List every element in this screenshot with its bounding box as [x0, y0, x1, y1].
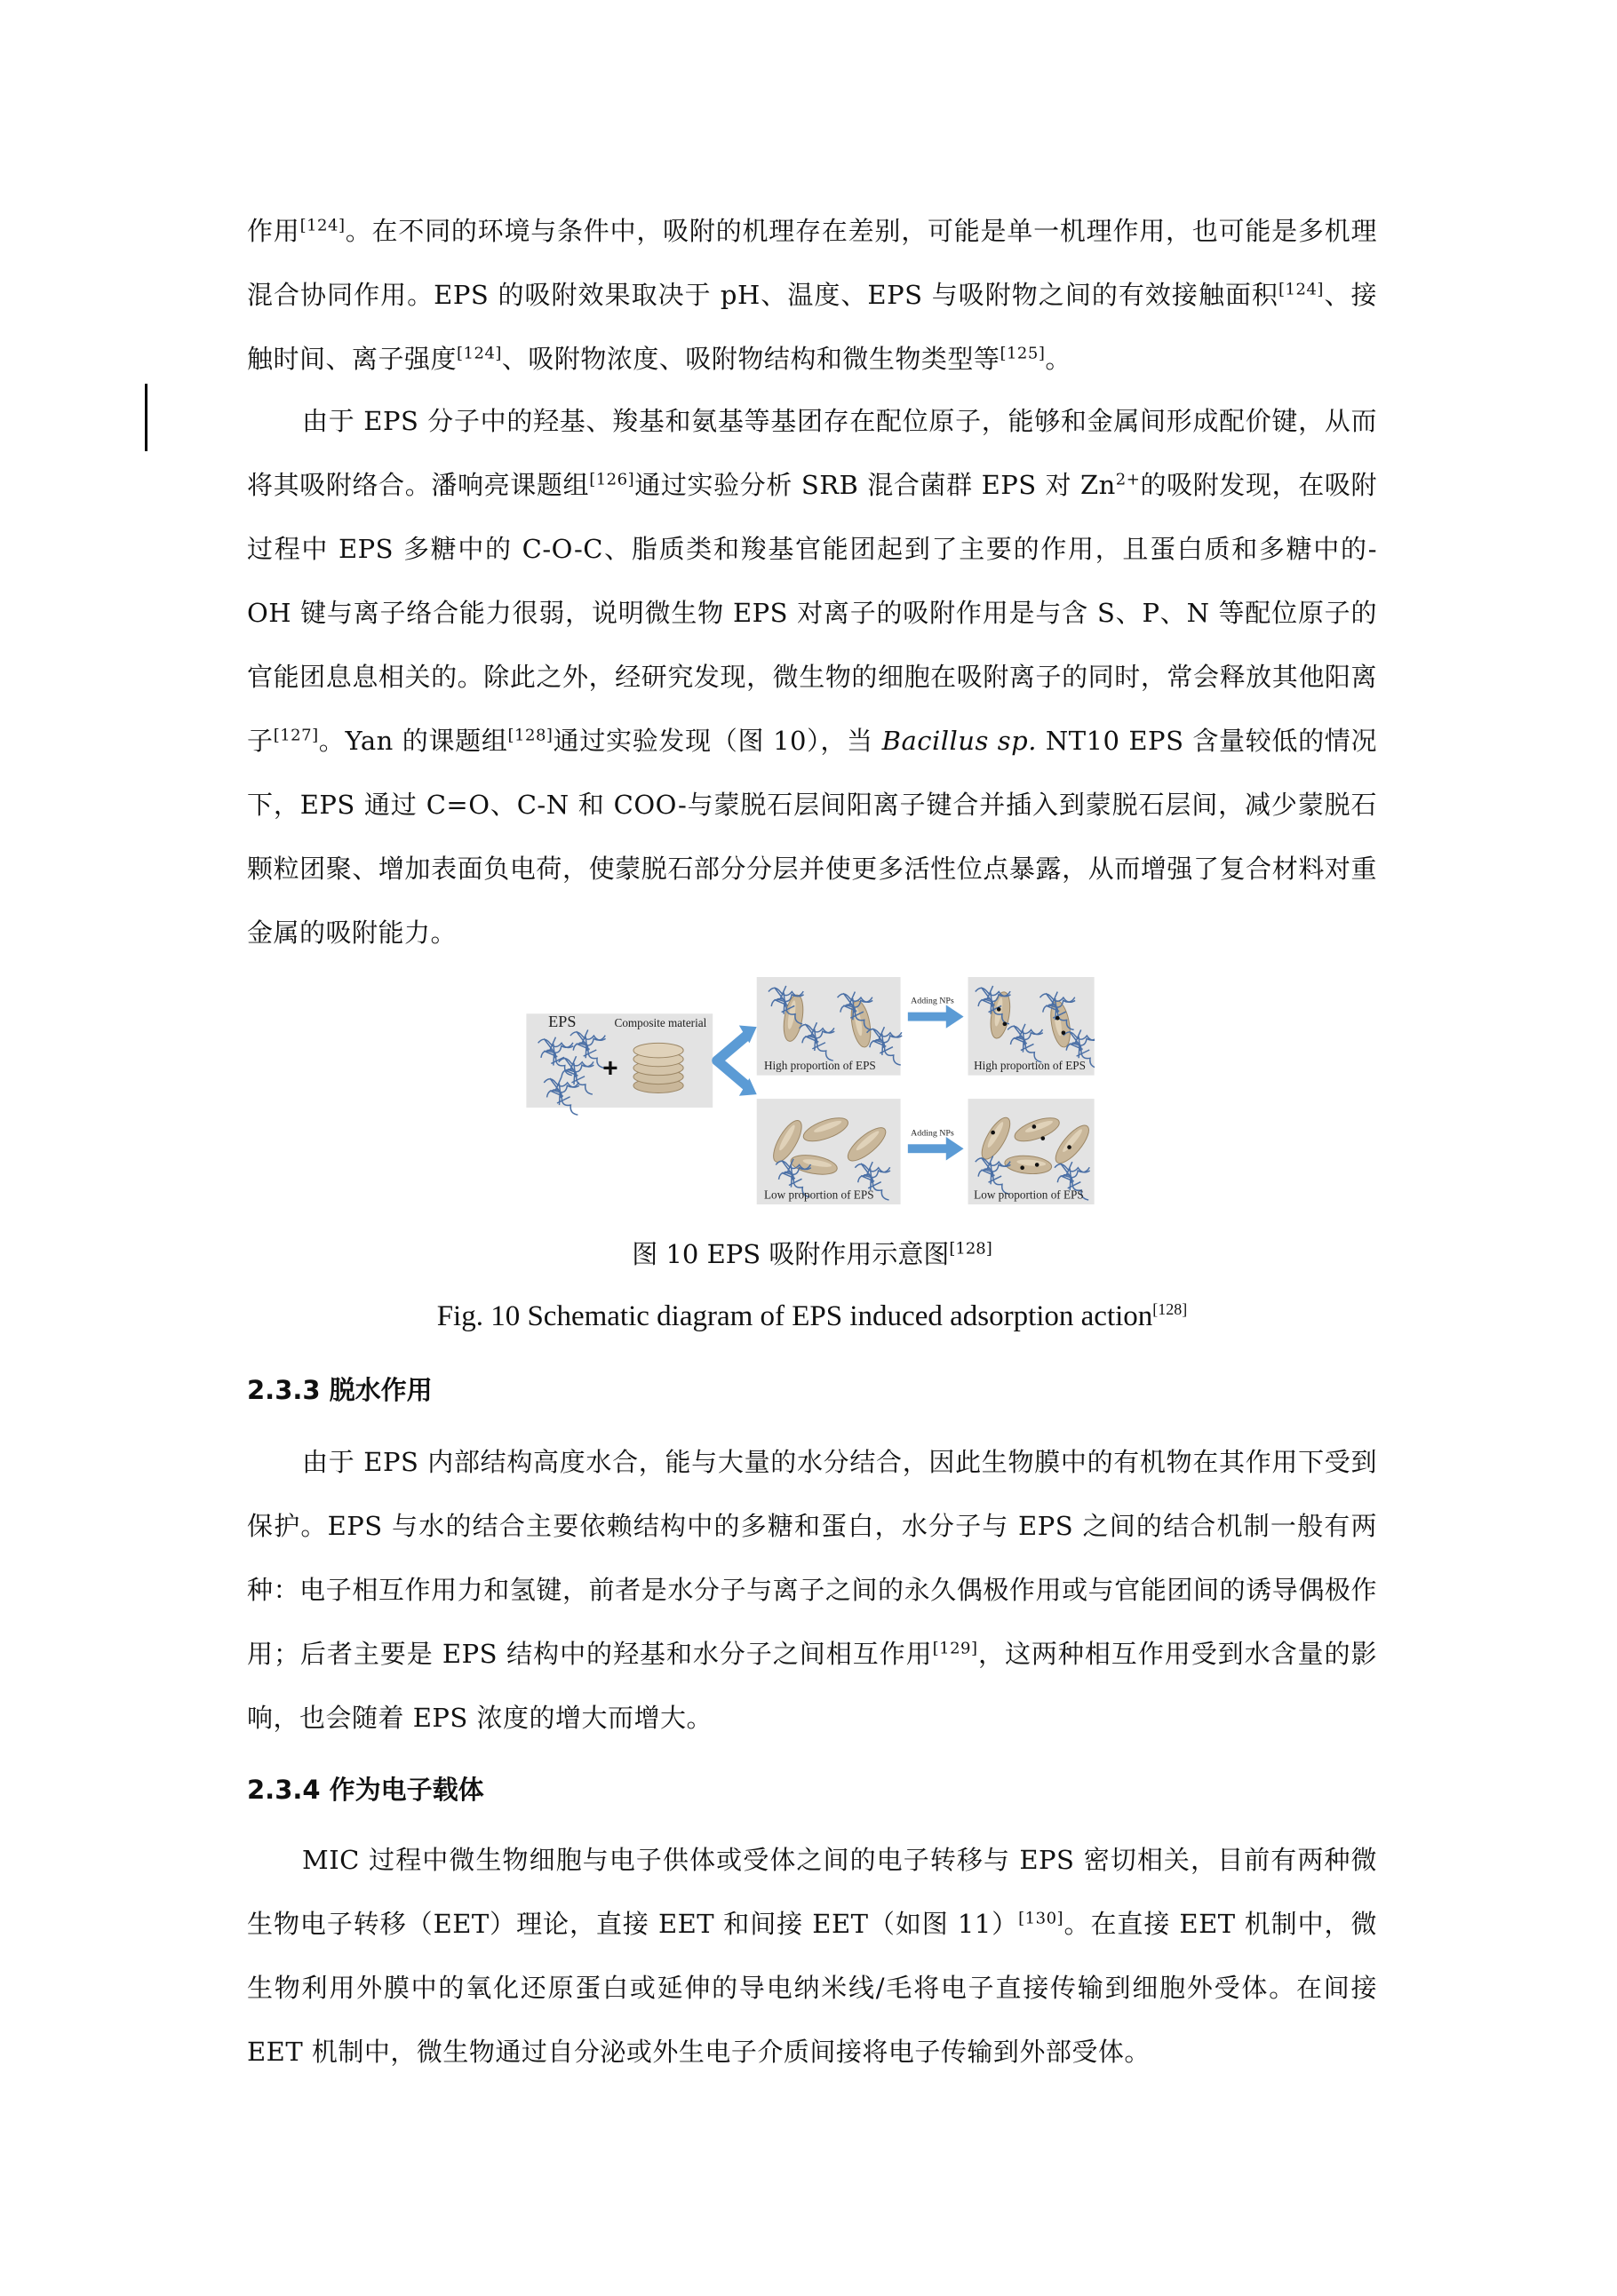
paragraph-2-3-3: 由于 EPS 内部结构高度水合，能与大量的水分结合，因此生物膜中的有机物在其作用下受到保护。EPS 与水的结合主要依赖结构中的多糖和蛋白，水分子与 EPS 之间的结合机制一般有两种：电子相互作用力和氢键，前者是水分子与离子之间的永久偶极作用或与官能团间的诱导偶极作用；后者主要是 EPS 结构中的羟基和水分子之间相互作用[129]，这两种相互作用受到水含量的影响，也会随着 EPS 浓度的增大而增大。 [247, 1447, 1377, 1733]
plus-sign: + [602, 1053, 618, 1084]
figure-caption-en: Fig. 10 Schematic diagram of EPS induced adsorption action[128] [436, 1300, 1188, 1332]
panel-initial [526, 1013, 713, 1118]
composite-label: Composite material [614, 1016, 707, 1030]
svg-text:Adding NPs: Adding NPs [911, 996, 954, 1006]
paragraph-2: 由于 EPS 分子中的羟基、羧基和氨基等基团存在配位原子，能够和金属间形成配价键，从而将其吸附络合。潘响亮课题组[126]通过实验分析 SRB 混合菌群 EPS 对 $Zn^{2+}$的吸附发现，在吸附过程中 EPS 多糖中的 C-O-C、脂质类和羧基官能团起到了主要的作用，且蛋白质和多糖中的-OH 键与离子络合能力很弱，说明微生物 EPS 对离子的吸附作用是与含 S、P、N 等配位原子的官能团息息相关的。除此之外，经研究发现，微生物的细胞在吸附离子的同时，常会释放其他阳离子[127]。Yan 的课题组[128]通过实验发现（图 10），当 Bacillus sp. NT10 EPS 含量较低的情况下，EPS 通过 C=O、C-N 和 COO-与蒙脱石层间阳离子键合并插入到蒙脱石层间，减少蒙脱石颗粒团聚、增加表面负电荷，使蒙脱石部分分层并使更多活性位点暴露，从而增强了复合材料对重金属的吸附能力。 [247, 406, 1377, 948]
citation[interactable]: [129] [932, 1639, 978, 1658]
paragraph-1: 作用[124]。在不同的环境与条件中，吸附的机理存在差别，可能是单一机理作用，也可能是多机理混合协同作用。EPS 的吸附效果取决于 pH、温度、EPS 与吸附物之间的有效接触面积[124]、接触时间、离子强度[124]、吸附物浓度、吸附物结构和微生物类型等[125]。 [247, 216, 1377, 374]
low-after-label: Low proportion of EPS [974, 1188, 1084, 1202]
citation[interactable]: [125] [1000, 344, 1046, 363]
citation[interactable]: [128] [949, 1239, 992, 1259]
citation[interactable]: [124] [1278, 280, 1324, 299]
panel-low-before [757, 1099, 901, 1204]
paragraph-2-3-4: MIC 过程中微生物细胞与电子供体或受体之间的电子转移与 EPS 密切相关，目前有两种微生物电子转移（EET）理论，直接 EET 和间接 EET（如图 11）[130]。在直接 EET 机制中，微生物利用外膜中的氧化还原蛋白或延伸的导电纳米线/毛将电子直接传输到细胞外受体。在间接 EET 机制中，微生物通过自分泌或外生电子介质间接将电子传输到外部受体。 [247, 1845, 1377, 2067]
citation[interactable]: [130] [1018, 1909, 1064, 1928]
species-name: Bacillus sp. [881, 726, 1037, 756]
high-after-label: High proportion of EPS [974, 1059, 1086, 1073]
low-before-label: Low proportion of EPS [763, 1188, 874, 1202]
adding-arrow-top-icon [908, 997, 964, 1029]
panel-high-before [757, 977, 906, 1076]
ion-charge: 2+ [1115, 470, 1141, 489]
adding-arrow-bottom-icon [908, 1128, 964, 1160]
citation[interactable]: [124] [299, 216, 346, 235]
citation[interactable]: [124] [457, 344, 502, 363]
section-heading-2-3-4: 2.3.4 作为电子载体 [247, 1775, 484, 1805]
panel-high-after [968, 977, 1095, 1076]
figure-caption-cn: 图 10 EPS 吸附作用示意图[128] [632, 1239, 992, 1269]
citation[interactable]: [127] [273, 726, 319, 745]
revision-bar [145, 384, 147, 451]
split-arrow-icon [717, 1026, 757, 1096]
eps-label: EPS [548, 1013, 577, 1031]
citation[interactable]: [128] [507, 726, 554, 745]
panel-low-after [968, 1099, 1095, 1204]
citation[interactable]: [126] [589, 470, 635, 489]
citation[interactable]: [128] [1152, 1300, 1188, 1318]
high-before-label: High proportion of EPS [763, 1059, 876, 1073]
section-heading-2-3-3: 2.3.3 脱水作用 [247, 1375, 433, 1405]
figure-10 [526, 977, 1095, 1204]
composite-stack-icon [633, 1043, 683, 1092]
svg-text:Adding NPs: Adding NPs [911, 1128, 954, 1139]
